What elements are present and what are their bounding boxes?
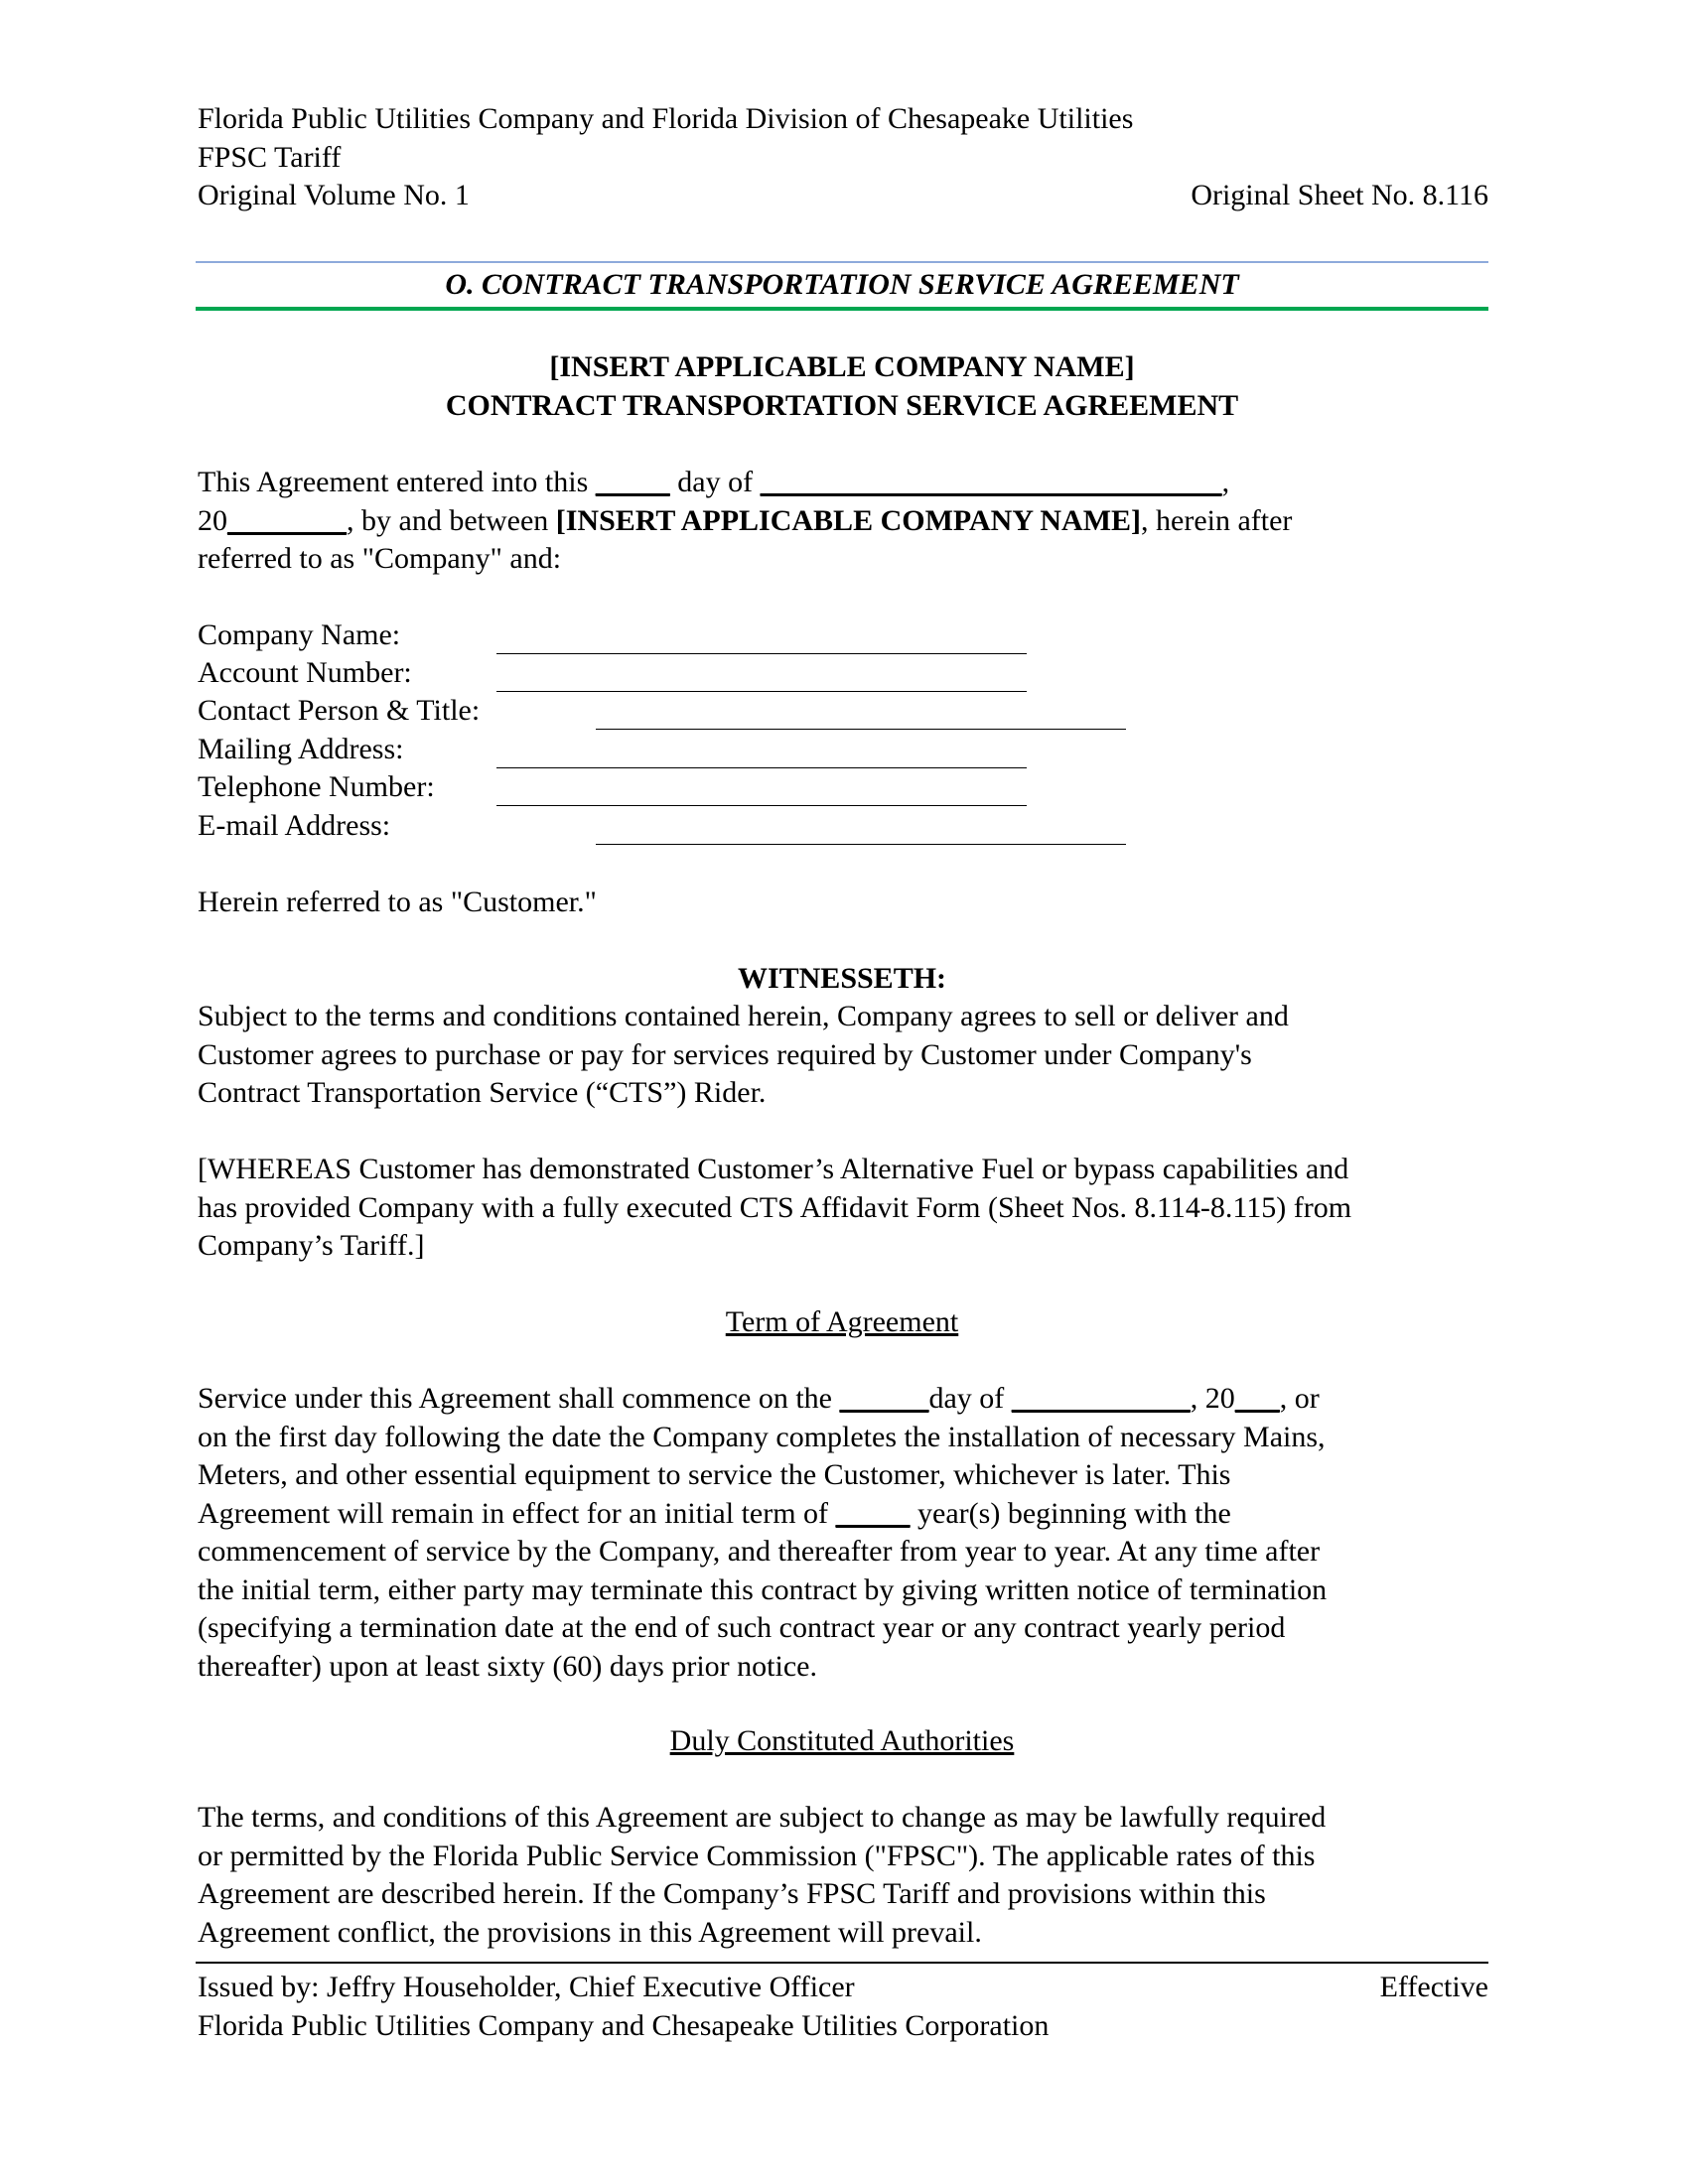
commence-month-blank: ____________ bbox=[1011, 1382, 1191, 1415]
document-title bbox=[196, 348, 1488, 425]
field-line-mailing-address bbox=[496, 767, 1027, 768]
commence-year-blank: ___ bbox=[1234, 1382, 1280, 1415]
field-line-telephone-number bbox=[496, 805, 1027, 806]
authorities-line: Agreement conflict, the provisions in this Agreement will prevail. bbox=[198, 1915, 982, 1949]
field-line-email-address bbox=[596, 844, 1126, 845]
section-title: O. CONTRACT TRANSPORTATION SERVICE AGREEMENT bbox=[445, 268, 1239, 301]
term-line: on the first day following the date the Company completes the installation of necessary Mains, bbox=[198, 1420, 1326, 1453]
year-blank: ________ bbox=[227, 503, 347, 537]
field-line-contact-person bbox=[596, 729, 1126, 730]
footer-line-1 bbox=[198, 1969, 1488, 2007]
intro-paragraph bbox=[198, 464, 1488, 579]
day-blank: _____ bbox=[595, 466, 670, 498]
term-text: day of bbox=[928, 1382, 1005, 1415]
footer-issued-by: Issued by: Jeffry Householder, Chief Executive Officer bbox=[198, 1971, 855, 2003]
field-line-company-name bbox=[496, 653, 1027, 654]
term-heading: Term of Agreement bbox=[725, 1305, 959, 1338]
header-line-1: Florida Public Utilities Company and Florida Division of Chesapeake Utilities bbox=[198, 102, 1134, 135]
term-text: year(s) beginning with the bbox=[917, 1496, 1231, 1530]
term-text: , 20 bbox=[1190, 1382, 1235, 1415]
intro-text: day of bbox=[677, 466, 754, 498]
whereas-line: has provided Company with a fully executed CTS Affidavit Form (Sheet Nos. 8.114-8.115) from bbox=[198, 1190, 1352, 1224]
field-label-account-number: Account Number: bbox=[198, 656, 412, 689]
footer-company: Florida Public Utilities Company and Chesapeake Utilities Corporation bbox=[198, 2008, 1050, 2042]
document-title-line-1: [INSERT APPLICABLE COMPANY NAME] bbox=[549, 350, 1135, 383]
authorities-heading: Duly Constituted Authorities bbox=[669, 1724, 1015, 1757]
intro-line-3: referred to as "Company" and: bbox=[198, 542, 562, 575]
header-sheet-number: Original Sheet No. 8.116 bbox=[1191, 179, 1488, 211]
term-line-4 bbox=[198, 1495, 1488, 1534]
field-label-telephone-number: Telephone Number: bbox=[198, 770, 435, 803]
term-line: Meters, and other essential equipment to service the Customer, whichever is later. This bbox=[198, 1458, 1231, 1491]
intro-line-2 bbox=[198, 502, 1488, 541]
field-label-email-address: E-mail Address: bbox=[198, 809, 391, 842]
intro-line-1 bbox=[198, 464, 1488, 502]
whereas-line: [WHEREAS Customer has demonstrated Customer’s Alternative Fuel or bypass capabilities and bbox=[198, 1153, 1349, 1185]
footer-effective: Effective bbox=[1379, 1971, 1488, 2003]
field-label-company-name: Company Name: bbox=[198, 618, 401, 651]
intro-text: This Agreement entered into this bbox=[198, 466, 589, 498]
field-line-account-number bbox=[496, 691, 1027, 692]
customer-reference: Herein referred to as "Customer." bbox=[198, 886, 597, 918]
company-name-placeholder: [INSERT APPLICABLE COMPANY NAME] bbox=[555, 503, 1142, 537]
month-blank: _______________________________ bbox=[760, 466, 1222, 498]
field-label-contact-person: Contact Person & Title: bbox=[198, 694, 481, 727]
term-line-1 bbox=[198, 1380, 1488, 1419]
authorities-line: or permitted by the Florida Public Service Commission ("FPSC"). The applicable rates of this bbox=[198, 1839, 1316, 1872]
document-title-line-2: CONTRACT TRANSPORTATION SERVICE AGREEMENT bbox=[445, 388, 1239, 422]
intro-text: , by and between bbox=[347, 503, 549, 537]
witnesseth-heading: WITNESSETH: bbox=[737, 962, 947, 995]
intro-text: , bbox=[1221, 466, 1230, 498]
authorities-paragraph bbox=[198, 1799, 1488, 1952]
witnesseth-line: Contract Transportation Service (“CTS”) Rider. bbox=[198, 1076, 767, 1109]
whereas-paragraph bbox=[198, 1151, 1488, 1266]
term-line: (specifying a termination date at the end of such contract year or any contract yearly period bbox=[198, 1611, 1286, 1644]
initial-term-blank: _____ bbox=[835, 1496, 911, 1530]
witnesseth-line: Customer agrees to purchase or pay for services required by Customer under Company's bbox=[198, 1037, 1252, 1071]
term-line: the initial term, either party may terminate this contract by giving written notice of termination bbox=[198, 1572, 1328, 1606]
term-paragraph bbox=[198, 1380, 1488, 1686]
header-rule bbox=[196, 261, 1488, 263]
section-rule bbox=[196, 307, 1488, 311]
field-label-mailing-address: Mailing Address: bbox=[198, 733, 404, 765]
commence-day-blank: ______ bbox=[839, 1382, 929, 1415]
header-line-3 bbox=[198, 177, 1488, 215]
term-text: Agreement will remain in effect for an initial term of bbox=[198, 1496, 829, 1530]
header-volume: Original Volume No. 1 bbox=[198, 179, 470, 211]
term-line: commencement of service by the Company, and thereafter from year to year. At any time after bbox=[198, 1535, 1321, 1568]
witnesseth-line: Subject to the terms and conditions contained herein, Company agrees to sell or deliver and bbox=[198, 1000, 1289, 1032]
authorities-line: Agreement are described herein. If the Company’s FPSC Tariff and provisions within this bbox=[198, 1877, 1266, 1910]
authorities-line: The terms, and conditions of this Agreement are subject to change as may be lawfully required bbox=[198, 1801, 1327, 1834]
witnesseth-paragraph bbox=[198, 998, 1488, 1113]
term-text: Service under this Agreement shall commence on the bbox=[198, 1382, 832, 1415]
header-block bbox=[198, 100, 1488, 215]
term-text: , or bbox=[1279, 1382, 1320, 1415]
term-line: thereafter) upon at least sixty (60) days prior notice. bbox=[198, 1649, 817, 1683]
footer-rule bbox=[196, 1962, 1488, 1964]
header-line-2: FPSC Tariff bbox=[198, 140, 342, 174]
whereas-line: Company’s Tariff.] bbox=[198, 1229, 425, 1262]
footer-block bbox=[198, 1969, 1488, 2045]
intro-text: 20 bbox=[198, 503, 227, 537]
intro-text: , herein after bbox=[1141, 503, 1293, 537]
